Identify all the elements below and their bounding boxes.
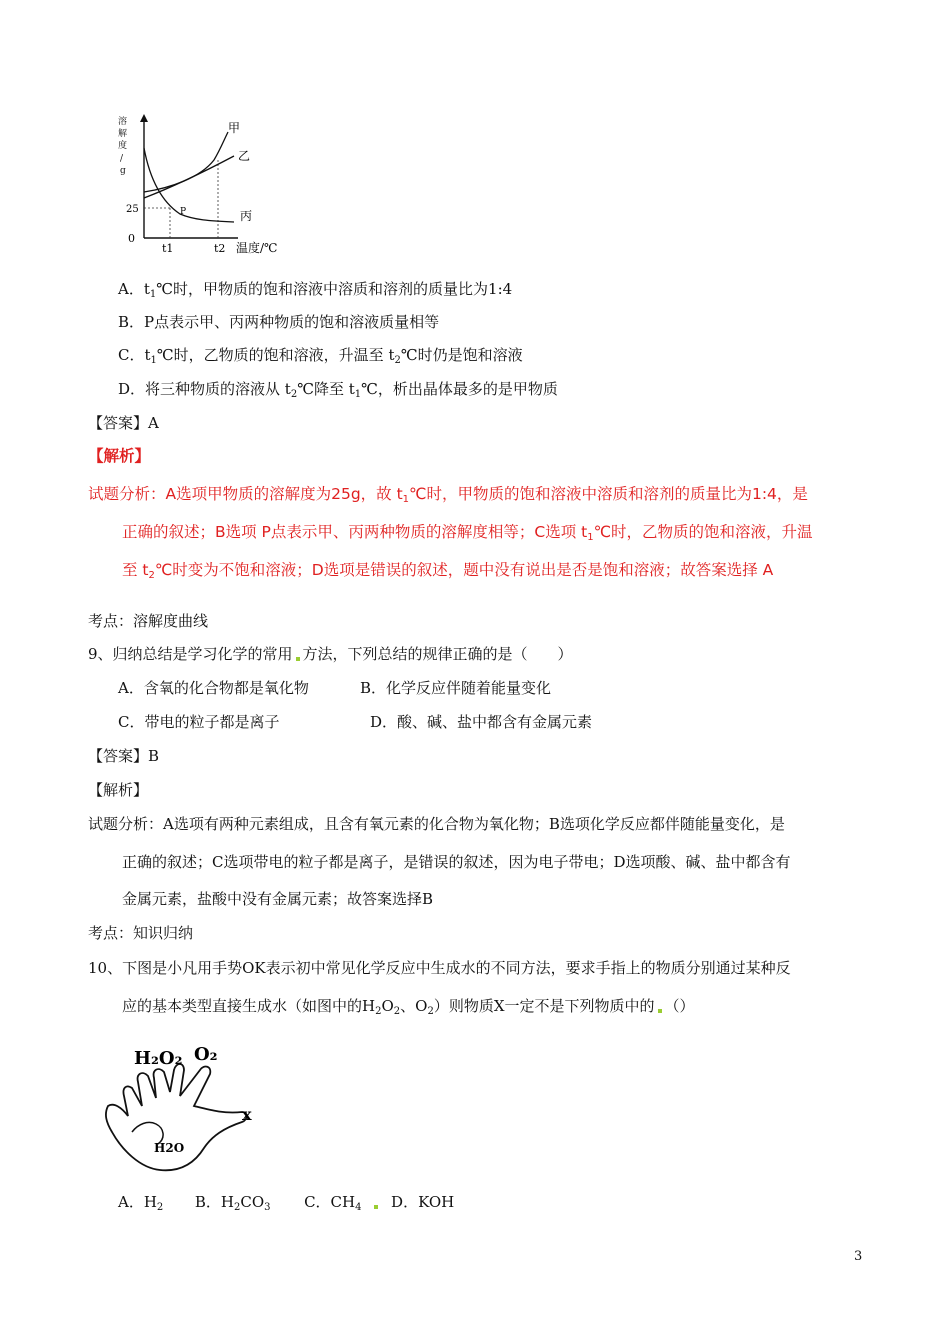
q10-stem-line1: 10、下图是小凡用手势OK表示初中常见化学反应中生成水的不同方法，要求手指上的物质分别通过某种反 <box>88 959 791 977</box>
q9-analysis-heading: 【解析】 <box>88 781 149 799</box>
q9-option-b: B．化学反应伴随着能量变化 <box>360 679 552 697</box>
q9-option-c: C．带电的粒子都是离子 <box>118 713 280 731</box>
page-number: 3 <box>854 1249 863 1264</box>
green-dot-mark <box>374 1205 378 1209</box>
q9-answer: 【答案】B <box>88 747 160 765</box>
curve-label-yi: 乙 <box>238 149 251 163</box>
hand-ok-figure <box>100 1040 270 1180</box>
curve-label-bing: 丙 <box>240 209 253 223</box>
origin-label: 0 <box>128 232 135 245</box>
q9-analysis-line2: 正确的叙述；C选项带电的粒子都是离子，是错误的叙述，因为电子带电；D选项酸、碱、盐中都含有 <box>122 853 791 871</box>
q8-option-a: A．$t_1℃$时，甲物质的饱和溶液中溶质和溶剂的质量比为1:4 <box>118 280 513 300</box>
q9-kaodian: 考点：知识归纳 <box>88 924 194 942</box>
curve-jia <box>144 132 228 192</box>
q8-option-d: D．将三种物质的溶液从 $t_2℃$降至 $t_1℃$，析出晶体最多的是甲物质 <box>118 380 558 400</box>
q8-option-b: B．P点表示甲、丙两种物质的饱和溶液质量相等 <box>118 313 440 331</box>
hand-label-h2o2: H₂O₂ <box>134 1048 183 1069</box>
q10-options <box>118 1191 454 1219</box>
curve-label-jia: 甲 <box>228 121 241 135</box>
curve-bing <box>144 148 234 222</box>
green-dot-mark <box>658 1009 662 1013</box>
q9-analysis-line3: 金属元素，盐酸中没有金属元素；故答案选择B <box>122 890 434 908</box>
y-axis-label-char: / <box>120 154 124 164</box>
q10-stem-line2: 应的基本类型直接生成水（如图中的$H_2O_2$、$O_2$）则物质X一定不是下列物质中的 （） <box>122 997 695 1017</box>
q9-option-a: A．含氧的化合物都是氧化物 <box>118 679 309 697</box>
q10-option-b: B．$H_2CO_3$ <box>194 1193 271 1213</box>
q10-option-c: C．$CH_4$ <box>304 1193 362 1213</box>
y-axis-arrow <box>140 114 148 122</box>
point-label-p: P <box>180 207 187 217</box>
y-axis-label-char: 解 <box>118 129 128 139</box>
q8-analysis-line3: 至 $t_2℃$时变为不饱和溶液；D选项是错误的叙述，题中没有说出是否是饱和溶液；故答案选择 A <box>122 561 774 581</box>
q10-option-a: A．$H_2$ <box>118 1193 164 1213</box>
q8-option-c: C．$t_1℃$时，乙物质的饱和溶液，升温至 $t_2℃$时仍是饱和溶液 <box>118 346 523 366</box>
x-tick-t1: t1 <box>162 242 174 255</box>
q8-analysis-heading: 【解析】 <box>88 447 151 465</box>
y-axis-label-char: 度 <box>118 141 128 151</box>
q8-answer: 【答案】A <box>88 414 159 432</box>
y-tick-25: 25 <box>126 204 139 215</box>
green-dot-mark <box>296 657 300 661</box>
solubility-chart <box>110 110 300 260</box>
q8-kaodian: 考点：溶解度曲线 <box>88 612 209 630</box>
hand-label-x: x <box>242 1105 252 1124</box>
q8-analysis-line1: 试题分析：A选项甲物质的溶解度为25g，故 $t_1℃$时，甲物质的饱和溶液中溶质和溶剂的质量比为1:4，是 <box>88 485 808 505</box>
x-axis-label: 温度/℃ <box>236 241 278 255</box>
x-tick-t2: t2 <box>214 242 226 255</box>
y-axis-label-char: g <box>120 166 126 176</box>
y-axis-label-char: 溶 <box>118 117 128 127</box>
q8-analysis-line2: 正确的叙述；B选项 P点表示甲、丙两种物质的溶解度相等；C选项 $t_1℃$时，乙物质的饱和溶液，升温 <box>122 523 813 543</box>
q9-analysis-line1: 试题分析：A选项有两种元素组成，且含有氧元素的化合物为氧化物；B选项化学反应都伴随能量变化，是 <box>88 815 785 833</box>
hand-label-h2o: H2O <box>154 1141 185 1155</box>
q9-stem: 9、归纳总结是学习化学的常用 方法，下列总结的规律正确的是（ ） <box>88 645 573 663</box>
q10-option-d: D．KOH <box>391 1193 455 1211</box>
curve-yi <box>144 156 234 198</box>
q9-option-d: D．酸、碱、盐中都含有金属元素 <box>370 713 593 731</box>
hand-label-o2: O₂ <box>194 1044 218 1065</box>
